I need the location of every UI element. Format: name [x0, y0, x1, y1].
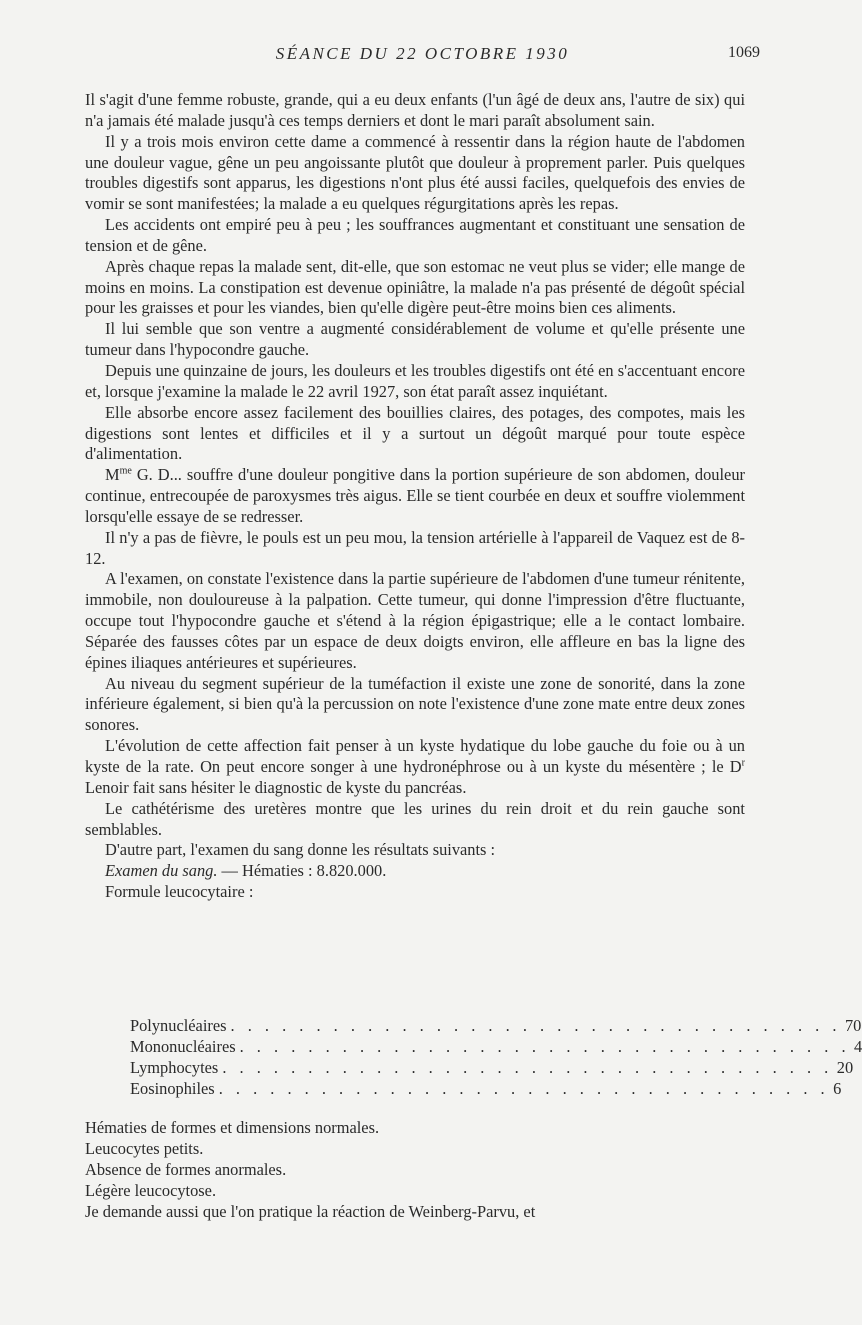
line: Hématies de formes et dimensions normales.	[85, 1118, 380, 1137]
formula-row	[130, 1057, 854, 1078]
body-text	[85, 90, 745, 903]
formula-row	[130, 1036, 862, 1057]
formula-value: 70	[844, 1016, 862, 1035]
leader-dots: . . . . . . . . . . . . . . . . . . . . . . . . . . . . . . . . . . . .	[230, 1016, 841, 1035]
paragraph: Depuis une quinzaine de jours, les douleurs et les troubles digestifs ont été en s'accentuant encore et, lorsque j'examine la malade le 22 avril 1927, son état paraît assez inquiétant.	[85, 360, 745, 401]
paragraph: Il s'agit d'une femme robuste, grande, qui a eu deux enfants (l'un âgé de deux ans, l'autre de six) qui n'a jamais été malade jusqu'à ces temps derniers et dont le mari paraît absolument sain.	[85, 90, 745, 130]
line: Je demande aussi que l'on pratique la réaction de Weinberg-Parvu, et	[85, 1202, 536, 1221]
exam-text: — Hématies : 8.820.000.	[217, 861, 387, 881]
mme-text: G. D... souffre d'une douleur pongitive dans la portion supérieure de son abdomen, douleur continue, entrecoupée de paroxysmes très aigus. Elle se tient courbée en deux et souffre violemment lorsqu'elle essaye de se redresser.	[85, 465, 745, 526]
paragraph-lenoir	[85, 736, 745, 799]
paragraph-mme	[85, 465, 745, 528]
formula-label: Polynucléaires	[130, 1016, 227, 1035]
formula-value: 6	[833, 1079, 842, 1098]
formula-title: Formule leucocytaire :	[105, 882, 254, 902]
paragraph: Les accidents ont empiré peu à peu ; les souffrances augmentant et constituant une sensation de tension et de gêne.	[85, 215, 745, 255]
paragraph: Elle absorbe encore assez facilement des bouillies claires, des potages, des compotes, mais les digestions sont lentes et difficiles et il y a surtout un dégoût marqué pour toute espèce d'alimentation.	[85, 402, 745, 464]
paragraph: D'autre part, l'examen du sang donne les résultats suivants :	[105, 840, 496, 860]
leukocyte-formula-table	[130, 1015, 862, 1099]
leader-dots: . . . . . . . . . . . . . . . . . . . . . . . . . . . . . . . . . . . .	[239, 1037, 851, 1056]
paragraph: Le cathétérisme des uretères montre que les urines du rein droit et du rein gauche sont semblables.	[85, 798, 745, 839]
lenoir-before: L'évolution de cette affection fait penser à un kyste hydatique du lobe gauche du foie ou à un kyste de la rate. On peut encore songer à une hydronéphrose ou à un kyste du mésentère ; le D	[85, 736, 745, 776]
formula-row	[130, 1015, 862, 1036]
exam-line	[85, 861, 745, 882]
closing-lines	[85, 1117, 745, 1222]
paragraph: Il n'y a pas de fièvre, le pouls est un peu mou, la tension artérielle à l'appareil de Vaquez est de 8-12.	[85, 527, 745, 568]
lenoir-after: Lenoir fait sans hésiter le diagnostic de kyste du pancréas.	[85, 777, 467, 797]
formula-label: Lymphocytes	[130, 1058, 219, 1077]
exam-label: Examen du sang.	[105, 861, 218, 881]
page-number: 1069	[728, 44, 760, 61]
lenoir-superscript: r	[741, 757, 745, 769]
formula-label: Eosinophiles	[130, 1079, 215, 1098]
paragraph: Après chaque repas la malade sent, dit-elle, que son estomac ne veut plus se vider; elle mange de moins en moins. La constipation est devenue opiniâtre, la malade n'a pas présenté de dégoût spécial pour les graisses et pour les viandes, bien qu'elle digère peut-être moins bien ces aliments.	[85, 256, 745, 318]
running-title: SÉANCE DU 22 OCTOBRE 1930	[275, 44, 570, 63]
paragraph: Il y a trois mois environ cette dame a commencé à ressentir dans la région haute de l'abdomen une douleur vague, gêne un peu angoissante plutôt que douleur à proprement parler. Puis quelques troubles digestifs sont apparus, les digestions n'ont plus été aussi faciles, quelquefois des envies de vomir se sont manifestées; la malade a eu quelques régurgitations après les repas.	[85, 131, 745, 214]
paragraph: Au niveau du segment supérieur de la tuméfaction il existe une zone de sonorité, dans la zone inférieure également, si bien qu'à la percussion on note l'existence d'une zone mate entre deux zones sonores.	[85, 673, 745, 735]
leader-dots: . . . . . . . . . . . . . . . . . . . . . . . . . . . . . . . . . . . .	[218, 1079, 830, 1098]
mme-prefix: M	[105, 465, 120, 485]
paragraph: Il lui semble que son ventre a augmenté considérablement de volume et qu'elle présente une tumeur dans l'hypocondre gauche.	[85, 319, 745, 360]
formula-label: Mononucléaires	[130, 1037, 236, 1056]
formula-row	[130, 1078, 842, 1099]
mme-superscript: me	[119, 465, 132, 477]
line: Leucocytes petits.	[85, 1139, 204, 1158]
leader-dots: . . . . . . . . . . . . . . . . . . . . . . . . . . . . . . . . . . . .	[222, 1058, 833, 1077]
line: Absence de formes anormales.	[85, 1160, 287, 1179]
formula-value: 20	[836, 1058, 854, 1077]
line: Légère leucocytose.	[85, 1181, 217, 1200]
paragraph: A l'examen, on constate l'existence dans la partie supérieure de l'abdomen d'une tumeur rénitente, immobile, non douloureuse à la palpation. Cette tumeur, qui donne l'impression d'être fluctuante, occupe tout l'hypocondre gauche et s'étend à la région épigastrique; elle a le contact lombaire. Séparée des fausses côtes par un espace de deux doigts environ, elle affleure en bas la ligne des épines iliaques antérieures et supérieures.	[85, 569, 745, 672]
page-header	[85, 44, 760, 70]
formula-value: 4	[854, 1037, 862, 1056]
